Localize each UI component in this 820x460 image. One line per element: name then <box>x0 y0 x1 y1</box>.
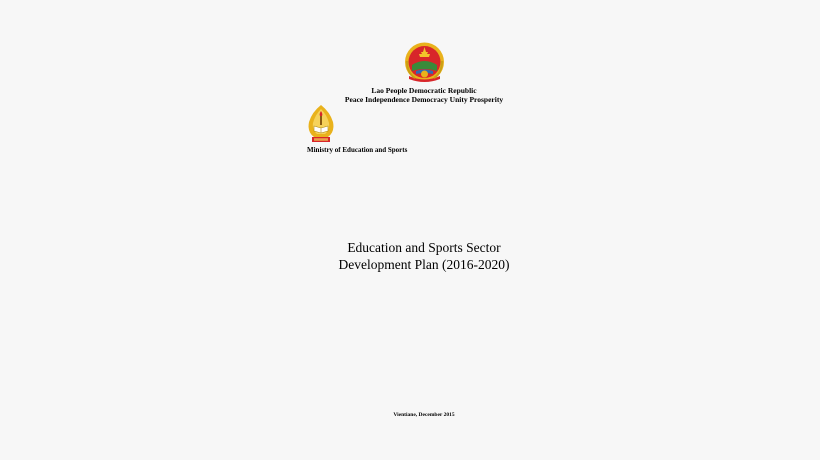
ministry-emblem-icon <box>306 104 336 143</box>
national-motto: Peace Independence Democracy Unity Prosperity <box>344 95 504 104</box>
document-title-line-2: Development Plan (2016-2020) <box>338 257 510 272</box>
place-and-date: Vientiane, December 2015 <box>393 412 455 418</box>
country-name: Lao People Democratic Republic <box>371 86 477 95</box>
document-title-line-1: Education and Sports Sector <box>347 240 501 255</box>
lao-national-emblem-icon <box>403 41 446 83</box>
ministry-name: Ministry of Education and Sports <box>307 146 408 154</box>
